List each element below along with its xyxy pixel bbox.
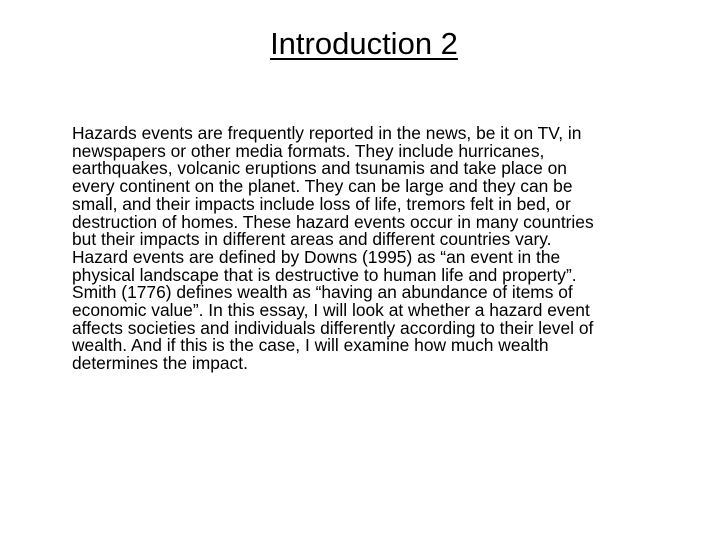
- slide-title: Introduction 2: [270, 26, 458, 61]
- slide-body-text: Hazards events are frequently reported in the news, be it on TV, in newspapers or other media formats. They include hurricanes, earthquakes, volcanic eruptions and tsunamis and take place on every continent on the planet. They can be large and they can be small, and their impacts include loss of life, tremors felt in bed, or destruction of homes. These hazard events occur in many countries but their impacts in different areas and different countries vary. Hazard events are defined by Downs (1995) as “an event in the physical landscape that is destructive to human life and property”. Smith (1776) defines wealth as “having an abundance of items of economic value”. In this essay, I will look at whether a hazard event affects societies and individuals differently according to their level of wealth. And if this is the case, I will examine how much wealth determines the impact.: [72, 123, 594, 374]
